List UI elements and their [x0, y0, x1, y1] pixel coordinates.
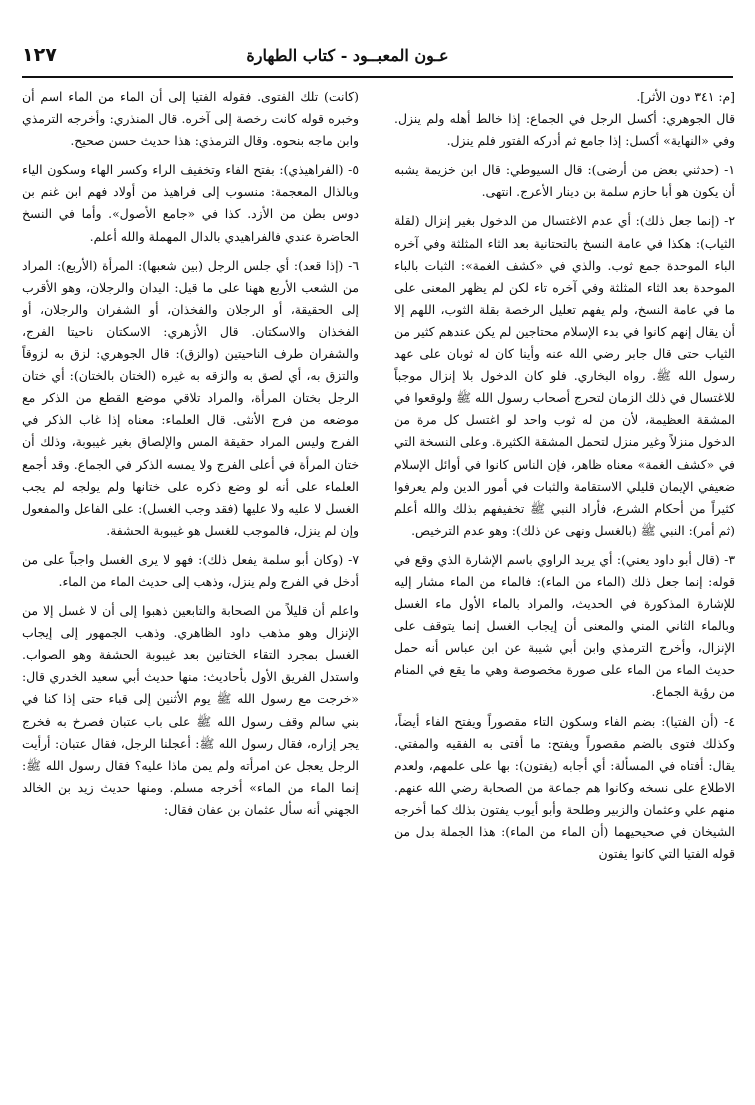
page-number: ١٢٧: [22, 44, 57, 66]
paragraph: ٣- (قال أبو داود يعني): أي يريد الراوي باسم الإشارة الذي وقع في قوله: إنما جعل ذلك (الماء من الماء): فالماء من الماء مشار إليه للإشارة المذكورة في الحديث، والمراد بالماء الأول ماء الغسل وبالماء الثاني المني والمعنى أن إيجاب الغسل إنما يتوقف على الإنزال، وأخرج الترمذي وابن أبي شيبة عن ابن عباس أنه حمل حديث الماء من الماء على صورة مخصوصة وهي ما يقع في المنام من رؤية الجماع.: [394, 551, 735, 700]
page-header: [22, 40, 733, 74]
right-column: [394, 86, 735, 1091]
paragraph: ٦- (إذا قعد): أي جلس الرجل (بين شعبها): المرأة (الأربع): المراد من الشعب الأربع ههنا على ما قيل: اليدان والرجلان، وهو الأقرب إلى الحقيقة، أو الرجلان والفخذان، أو الشفران والرجلان، أو الفخذان والاسكتان. قال الأزهري: الاسكتان ناحيتا الفرج، والشفران طرف الناحيتين (والزق): قال الجوهري: لزق به لزوقاً والتزق به، أي لصق به والزقه به غيره (الختان بالختان): أي ختان الرجل بختان المرأة، والمراد تلاقي موضع القطع من الذكر مع موضعه من فرج الأنثى. قال العلماء: معناه إذا غاب الذكر في الفرج وليس المراد حقيقة المس والإلصاق بغير غيبوبة، وذلك أن ختان المرأة في أعلى الفرج ولا يمسه الذكر في الجماع. وقد أجمع العلماء على أنه لو وضع ذكره على ختانها ولم يولجه لم يجب الغسل لا عليه ولا عليها (فقد وجب الغسل): على الفاعل والمفعول وإن لم ينزل، فالموجب للغسل هو غيبوبة الحشفة.: [22, 257, 359, 538]
paragraph: ٥- (الفراهيذي): بفتح الفاء وتخفيف الراء وكسر الهاء وسكون الياء وبالذال المعجمة: منسوب إلى فراهيذ من أولاد فهم ابن غنم بن دوس بطن من الأزد. كذا في «جامع الأصول». وأما في النسخ الحاضرة عندي فالفراهيدي بالدال المهملة والله أعلم.: [22, 162, 359, 244]
paragraph: ٧- (وكان أبو سلمة يفعل ذلك): فهو لا يرى الغسل واجباً على من أدخل في الفرج ولم ينزل، وذهب إلى حديث الماء من الماء.: [22, 551, 359, 589]
running-title: عـون المعبــود - كتاب الطهارة: [246, 46, 449, 65]
paragraph: قال الجوهري: أكسل الرجل في الجماع: إذا خالط أهله ولم ينزل. وفي «النهاية» أكسل: إذا جامع ثم أدركه الفتور فلم ينزل.: [394, 111, 735, 149]
paragraph: ٢- (إنما جعل ذلك): أي عدم الاغتسال من الدخول بغير إنزال (لقلة الثياب): هكذا في عامة النسخ بالتحتانية بعد الثاء المثلثة وفي آخره الباء الموحدة جمع ثوب. والذي في «كشف الغمة»: الثبات بالباء الموحدة بعد الثاء المثلثة وفي آخره تاء لكن لم يظهر المعنى على ما في عامة النسخ، ولم يفهم تعليل الرخصة بقلة الثوب، اللهم إلا أن يقال إنهم كانوا في بدء الإسلام محتاجين لم يكن عندهم كثير من الثياب حتى قال جابر رضي الله عنه وأينا كان له ثوبان على عهد رسول الله ﷺ. رواه البخاري. فلو كان الدخول بلا إنزال موجباً للاغتسال في ذلك الزمان لتحرج أصحاب رسول الله ﷺ ولوقعوا في المشقة العظيمة، لأن من له ثوب واحد لو اغتسل كل مرة من الدخول منزلاً وغير منزل لتحمل المشقة الكثيرة. وعلى النسخة التي في «كشف الغمة» معناه ظاهر، فإن الناس كانوا في أوائل الإسلام ضعيفي الإيمان قليلي الاستقامة والثبات في أمور الدين ولم يعرفوا كثيراً من أحكام الشرع، فأراد النبي ﷺ تخفيفهم بذلك والله أعلم (ثم أمر): النبي ﷺ (بالغسل ونهى عن ذلك): وهو عدم الترخيص.: [394, 213, 735, 538]
left-column: [22, 86, 359, 1091]
header-rule: [22, 76, 733, 78]
paragraph: ١- (حدثني بعض من أرضى): قال السيوطي: قال ابن خزيمة يشبه أن يكون هو أبا حازم سلمة بن دينار الأعرج. انتهى.: [394, 162, 735, 200]
paragraph: واعلم أن قليلاً من الصحابة والتابعين ذهبوا إلى أن لا غسل إلا من الإنزال وهو مذهب داود الظاهري. وذهب الجمهور إلى إيجاب الغسل بمجرد التقاء الختانين بعد غيبوبة الحشفة وهو الصواب. واستدل الفريق الأول بأحاديث: منها حديث أبي سعيد الخدري قال: «خرجت مع رسول الله ﷺ يوم الأثنين إلى قباء حتى إذا كنا في بني سالم وقف رسول الله ﷺ على باب عتبان فصرخ به فخرج يجر إزاره، فقال رسول الله ﷺ: أعجلنا الرجل، فقال عتبان: أرأيت الرجل يعجل عن امرأته ولم يمن ماذا عليه؟ فقال رسول الله ﷺ: إنما الماء من الماء» أخرجه مسلم. ومنها حديث زيد بن الخالد الجهني أنه سأل عثمان بن عفان فقال:: [22, 603, 359, 817]
paragraph: (كانت) تلك الفتوى. فقوله الفتيا إلى أن الماء من الماء اسم أن وخبره قوله كانت رخصة إلى آخره. قال المنذري: وأخرجه الترمذي وابن ماجه بنحوه. وقال الترمذي: هذا حديث حسن صحيح.: [22, 89, 359, 149]
paragraph: [م: ٣٤١ دون الأثر].: [636, 89, 735, 104]
paragraph: ٤- (أن الفتيا): بضم الفاء وسكون التاء مقصوراً ويفتح الفاء أيضاً، وكذلك فتوى بالضم مقصوراً ويفتح: ما أفتى به الفقيه والمفتي. يقال: أفتاه في المسألة: أي أجابه (يفتون): بها على علمهم، ولعدم الاطلاع على نسخه وكانوا هم جماعة من الصحابة رضي الله عنهم. منهم علي وعثمان والزبير وطلحة وأبو أيوب يفتون بذلك كما أخرجه الشيخان في صحيحيهما (أن الماء من الماء): هذا الجملة بدل من قوله الفتيا التي كانوا يفتون: [394, 713, 735, 862]
